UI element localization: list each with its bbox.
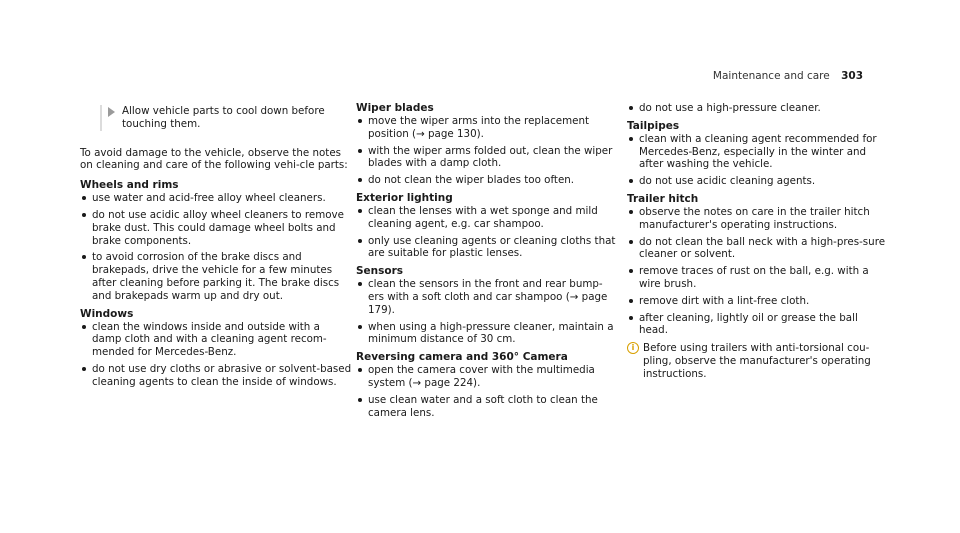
bullet-icon bbox=[629, 106, 633, 110]
list-item: do not clean the wiper blades too often. bbox=[356, 174, 618, 187]
info-icon: i bbox=[627, 342, 639, 354]
bullet-list bbox=[356, 205, 618, 260]
section-title: Exterior lighting bbox=[356, 191, 453, 204]
list-item: do not use acidic alloy wheel cleaners to remove brake dust. This could damage wheel bolts and brake components. bbox=[80, 209, 352, 247]
column-2 bbox=[356, 102, 618, 424]
bullet-icon bbox=[629, 269, 633, 273]
bullet-icon bbox=[358, 239, 362, 243]
section-title: Wheels and rims bbox=[80, 179, 179, 192]
section-title: Trailer hitch bbox=[627, 192, 699, 205]
bullet-icon bbox=[82, 325, 86, 329]
bullet-icon bbox=[629, 210, 633, 214]
list-item: with the wiper arms folded out, clean the wiper blades with a damp cloth. bbox=[356, 145, 618, 171]
list-item: remove dirt with a lint-free cloth. bbox=[627, 295, 889, 308]
bullet-icon bbox=[358, 325, 362, 329]
caution-note bbox=[100, 105, 352, 131]
bullet-list bbox=[80, 192, 352, 302]
list-item: to avoid corrosion of the brake discs and brakepads, drive the vehicle for a few minutes after cleaning before parking it. The brake discs and brakepads warm up and dry out. bbox=[80, 251, 352, 302]
bullet-icon bbox=[629, 137, 633, 141]
bullet-icon bbox=[82, 255, 86, 259]
bullet-list bbox=[627, 102, 889, 115]
list-item: clean the windows inside and outside with a damp cloth and with a cleaning agent recom-mended for Mercedes-Benz. bbox=[80, 321, 352, 359]
list-item: only use cleaning agents or cleaning cloths that are suitable for plastic lenses. bbox=[356, 235, 618, 261]
bullet-icon bbox=[82, 196, 86, 200]
page-header bbox=[713, 70, 863, 82]
info-note bbox=[627, 342, 889, 380]
list-item: when using a high-pressure cleaner, maintain a minimum distance of 30 cm. bbox=[356, 321, 618, 347]
list-item: use clean water and a soft cloth to clean the camera lens. bbox=[356, 394, 618, 420]
list-item: clean the sensors in the front and rear bump-ers with a soft cloth and car shampoo (→ page 179). bbox=[356, 278, 618, 316]
section-title: Maintenance and care bbox=[712, 70, 830, 82]
list-item: open the camera cover with the multimedia system (→ page 224). bbox=[356, 364, 618, 390]
bullet-icon bbox=[358, 119, 362, 123]
bullet-icon bbox=[629, 316, 633, 320]
bullet-icon bbox=[358, 178, 362, 182]
intro-paragraph: To avoid damage to the vehicle, observe the notes on cleaning and care of the following vehi-cle parts: bbox=[80, 146, 348, 172]
list-item: do not use a high-pressure cleaner. bbox=[627, 102, 889, 115]
bullet-list bbox=[356, 364, 618, 419]
bullet-list bbox=[356, 115, 618, 187]
list-item: move the wiper arms into the replacement position (→ page 130). bbox=[356, 115, 618, 141]
bullet-list bbox=[356, 278, 618, 346]
bullet-list bbox=[627, 133, 889, 188]
list-item: do not clean the ball neck with a high-pres-sure cleaner or solvent. bbox=[627, 236, 889, 262]
section-title: Windows bbox=[80, 307, 134, 320]
bullet-icon bbox=[358, 282, 362, 286]
section-title: Tailpipes bbox=[627, 119, 680, 132]
bullet-icon bbox=[358, 368, 362, 372]
column-1 bbox=[80, 105, 352, 394]
list-item: do not use acidic cleaning agents. bbox=[627, 175, 889, 188]
list-item: remove traces of rust on the ball, e.g. with a wire brush. bbox=[627, 265, 889, 291]
section-title: Reversing camera and 360° Camera bbox=[356, 351, 568, 364]
bullet-icon bbox=[358, 209, 362, 213]
bullet-icon bbox=[629, 299, 633, 303]
section-title: Wiper blades bbox=[356, 102, 434, 114]
section-title: Sensors bbox=[356, 265, 404, 278]
bullet-icon bbox=[82, 213, 86, 217]
info-text: Before using trailers with anti-torsional cou-pling, observe the manufacturer's operating instructions. bbox=[643, 342, 871, 380]
column-3 bbox=[627, 102, 889, 381]
page-number: 303 bbox=[841, 70, 863, 82]
bullet-list bbox=[627, 206, 889, 337]
bullet-icon bbox=[358, 149, 362, 153]
list-item: after cleaning, lightly oil or grease the ball head. bbox=[627, 312, 889, 338]
bullet-icon bbox=[358, 398, 362, 402]
list-item: observe the notes on care in the trailer hitch manufacturer's operating instructions. bbox=[627, 206, 889, 232]
bullet-list bbox=[80, 321, 352, 389]
bullet-icon bbox=[629, 179, 633, 183]
bullet-icon bbox=[82, 367, 86, 371]
note-text: Allow vehicle parts to cool down before touching them. bbox=[122, 105, 325, 130]
list-item: clean with a cleaning agent recommended for Mercedes-Benz, especially in the winter and after washing the vehicle. bbox=[627, 133, 889, 171]
list-item: do not use dry cloths or abrasive or solvent-based cleaning agents to clean the inside of windows. bbox=[80, 363, 352, 389]
list-item: use water and acid-free alloy wheel cleaners. bbox=[80, 192, 352, 205]
list-item: clean the lenses with a wet sponge and mild cleaning agent, e.g. car shampoo. bbox=[356, 205, 618, 231]
bullet-icon bbox=[629, 240, 633, 244]
triangle-bullet-icon bbox=[108, 107, 115, 117]
